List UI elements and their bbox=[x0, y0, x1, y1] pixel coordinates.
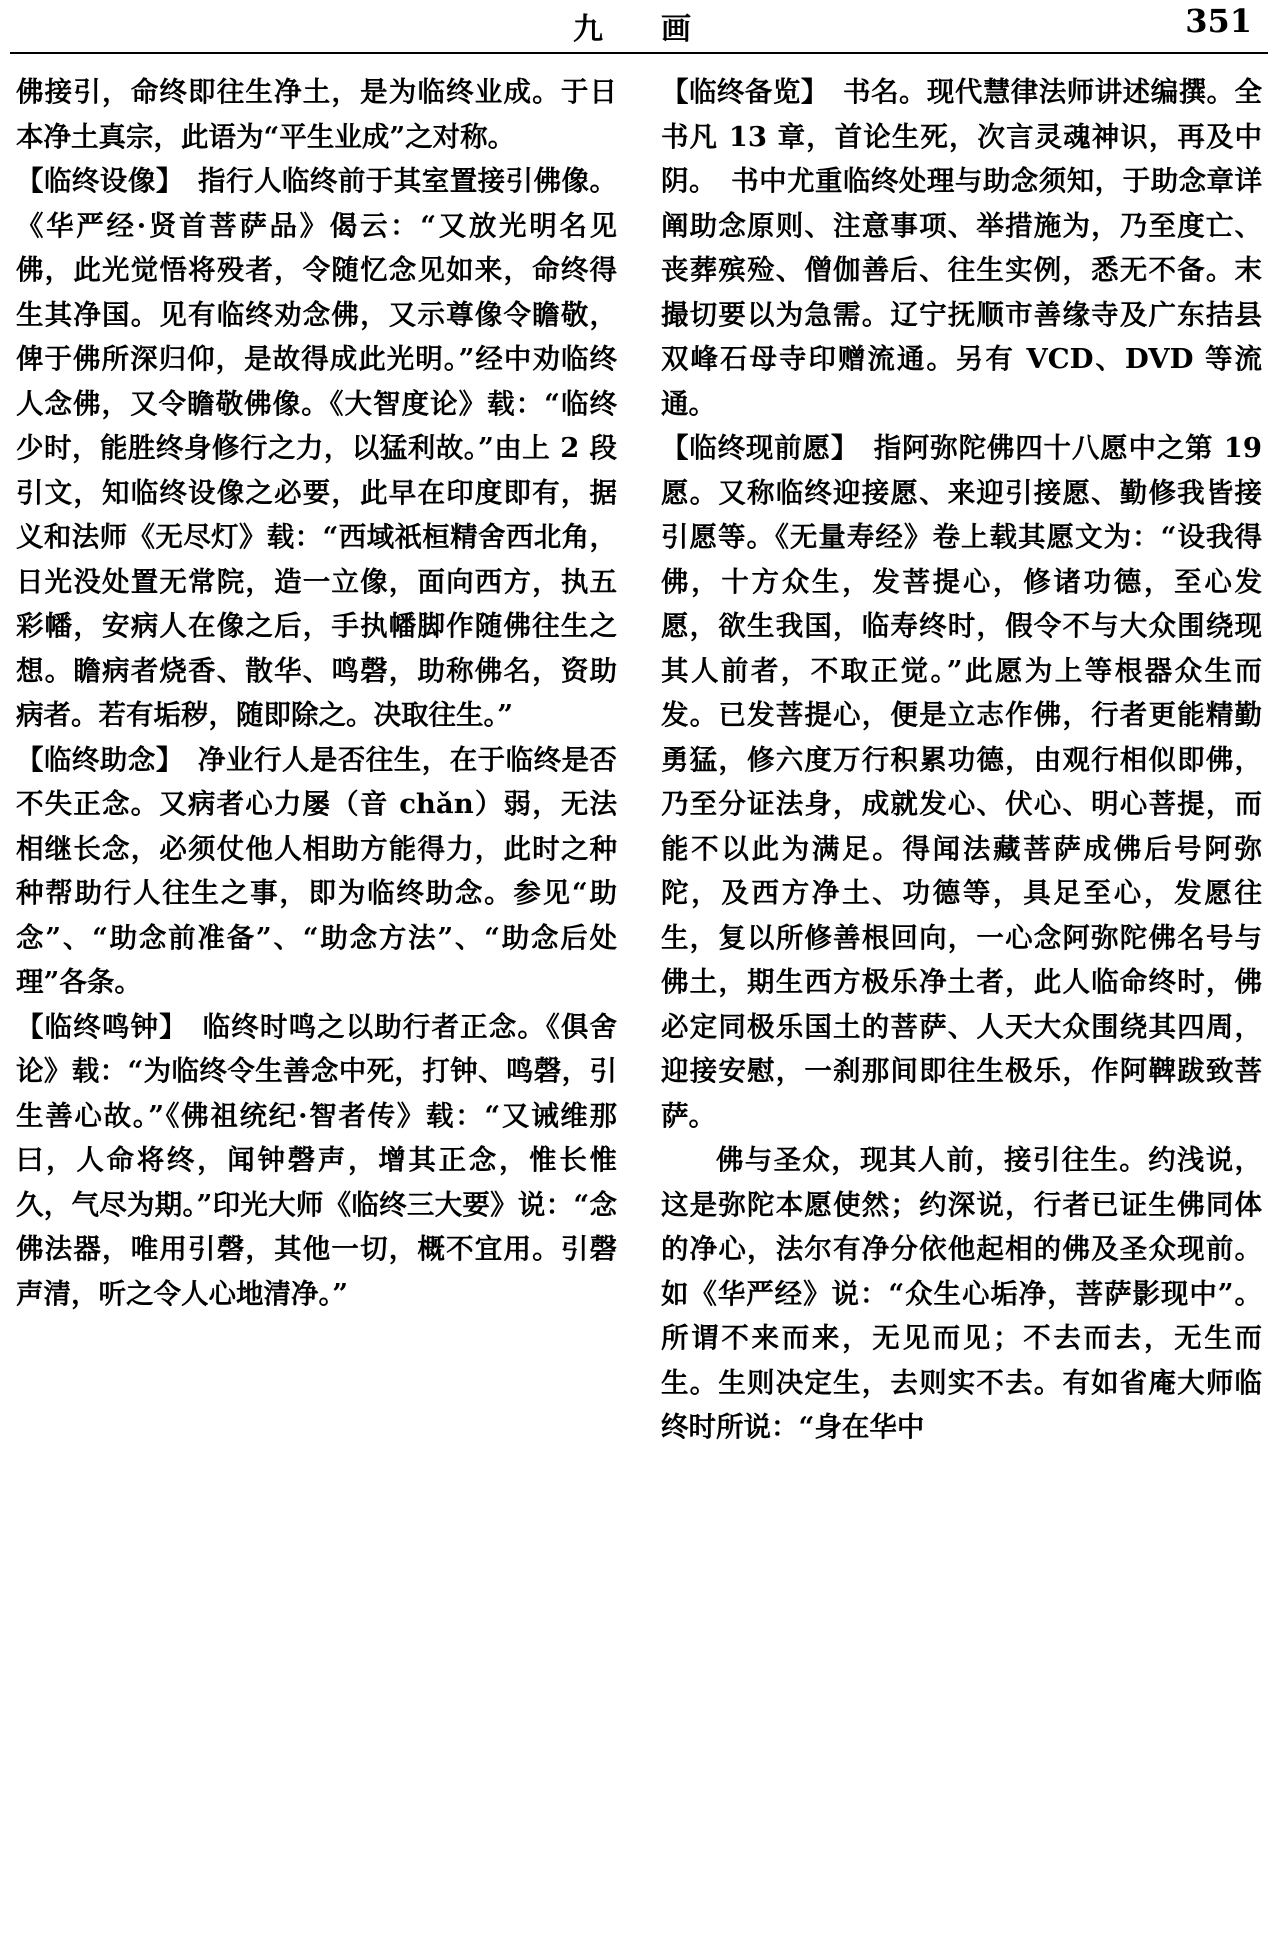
header-divider bbox=[10, 52, 1268, 54]
page-header bbox=[0, 0, 1278, 56]
page-number: 351 bbox=[1185, 2, 1252, 40]
page-title: 九 画 bbox=[573, 12, 705, 47]
dictionary-entry bbox=[16, 159, 617, 738]
two-column-body bbox=[0, 56, 1278, 1450]
dictionary-entry bbox=[16, 1005, 617, 1317]
paragraph-continuation: 佛接引，命终即往生净土，是为临终业成。于日本净土真宗，此语为“平生业成”之对称。 bbox=[16, 76, 617, 153]
entry-body: 净业行人是否往生，在于临终是否不失正念。又病者心力屡（音 chǎn）弱，无法相继长念，必须仗他人相助方能得力，此时之种种帮助行人往生之事，即为临终助念。参见“助念”、“助念前准备”、“助念方法”、“助念后处理”各条。 bbox=[16, 743, 618, 998]
entry-headword: 【临终助念】 bbox=[16, 743, 171, 776]
entry-headword: 【临终备览】 bbox=[661, 76, 816, 108]
entry-headword: 【临终现前愿】 bbox=[661, 432, 846, 464]
left-column bbox=[16, 70, 639, 1450]
right-column bbox=[639, 70, 1262, 1450]
entry-body: 指阿弥陀佛四十八愿中之第 19 愿。又称临终迎接愿、来迎引接愿、勤修我皆接引愿等。《无量寿经》卷上载其愿文为：“设我得佛，十方众生，发菩提心，修诸功德，至心发愿，欲生我国，临寿终时，假令不与大众围绕现其人前者，不取正觉。”此愿为上等根器众生而发。已发菩提心，便是立志作佛，行者更能精勤勇猛，修六度万行积累功德，由观行相似即佛，乃至分证法身，成就发心、伏心、明心菩提，而能不以此为满足。得闻法藏菩萨成佛后号阿弥陀，及西方净土、功德等，具足至心，发愿往生，复以所修善根回向，一心念阿弥陀佛名号与佛土，期生西方极乐净土者，此人临命终时，佛必定同极乐国土的菩萨、人天大众围绕其四周，迎接安慰，一刹那间即往生极乐，作阿鞞跋致菩萨。 bbox=[661, 432, 1263, 1132]
entry-body: 书名。现代慧律法师讲述编撰。全书凡 13 章，首论生死，次言灵魂神识，再及中阴。 书中尤重临终处理与助念须知，于助念章详阐助念原则、注意事项、举措施为，乃至度亡、丧葬殡殓、僧伽善后、往生实例，悉无不备。末撮切要以为急需。辽宁抚顺市善缘寺及广东拮县双峰石母寺印赠流通。另有 VCD、DVD 等流通。 bbox=[661, 76, 1263, 420]
dictionary-entry bbox=[661, 426, 1262, 1138]
paragraph-tail: 佛与圣众，现其人前，接引往生。约浅说，这是弥陀本愿使然；约深说，行者已证生佛同体的净心，法尔有净分依他起相的佛及圣众现前。如《华严经》说：“众生心垢净，菩萨影现中”。所谓不来而来，无见而见；不去而去，无生而生。生则决定生，去则实不去。有如省庵大师临终时所说：“身在华中 bbox=[661, 1144, 1262, 1443]
dictionary-entry bbox=[661, 70, 1262, 426]
entry-headword: 【临终鸣钟】 bbox=[16, 1010, 174, 1043]
entry-body: 指行人临终前于其室置接引佛像。《华严经·贤首菩萨品》偈云：“又放光明名见佛，此光觉悟将殁者，令随忆念见如来，命终得生其净国。见有临终劝念佛，又示尊像令瞻敬，俾于佛所深归仰，是故得成此光明。”经中劝临终人念佛，又令瞻敬佛像。《大智度论》载：“临终少时，能胜终身修行之力，以猛利故。”由上 2 段引文，知临终设像之必要，此早在印度即有，据义和法师《无尽灯》载：“西域祇桓精舍西北角，日光没处置无常院，造一立像，面向西方，执五彩幡，安病人在像之后，手执幡脚作随佛往生之想。瞻病者烧香、散华、鸣磬，助称佛名，资助病者。若有垢秽，随即除之。决取往生。” bbox=[16, 165, 618, 731]
dictionary-entry bbox=[16, 738, 617, 1005]
entry-body: 临终时鸣之以助行者正念。《俱舍论》载：“为临终令生善念中死，打钟、鸣磬，引生善心故。”《佛祖统纪·智者传》载：“又诫维那曰，人命将终，闻钟磬声，增其正念，惟长惟久，气尽为期。”印光大师《临终三大要》说：“念佛法器，唯用引磬，其他一切，概不宜用。引磬声清，听之令人心地清净。” bbox=[16, 1010, 618, 1310]
entry-headword: 【临终设像】 bbox=[16, 165, 171, 197]
